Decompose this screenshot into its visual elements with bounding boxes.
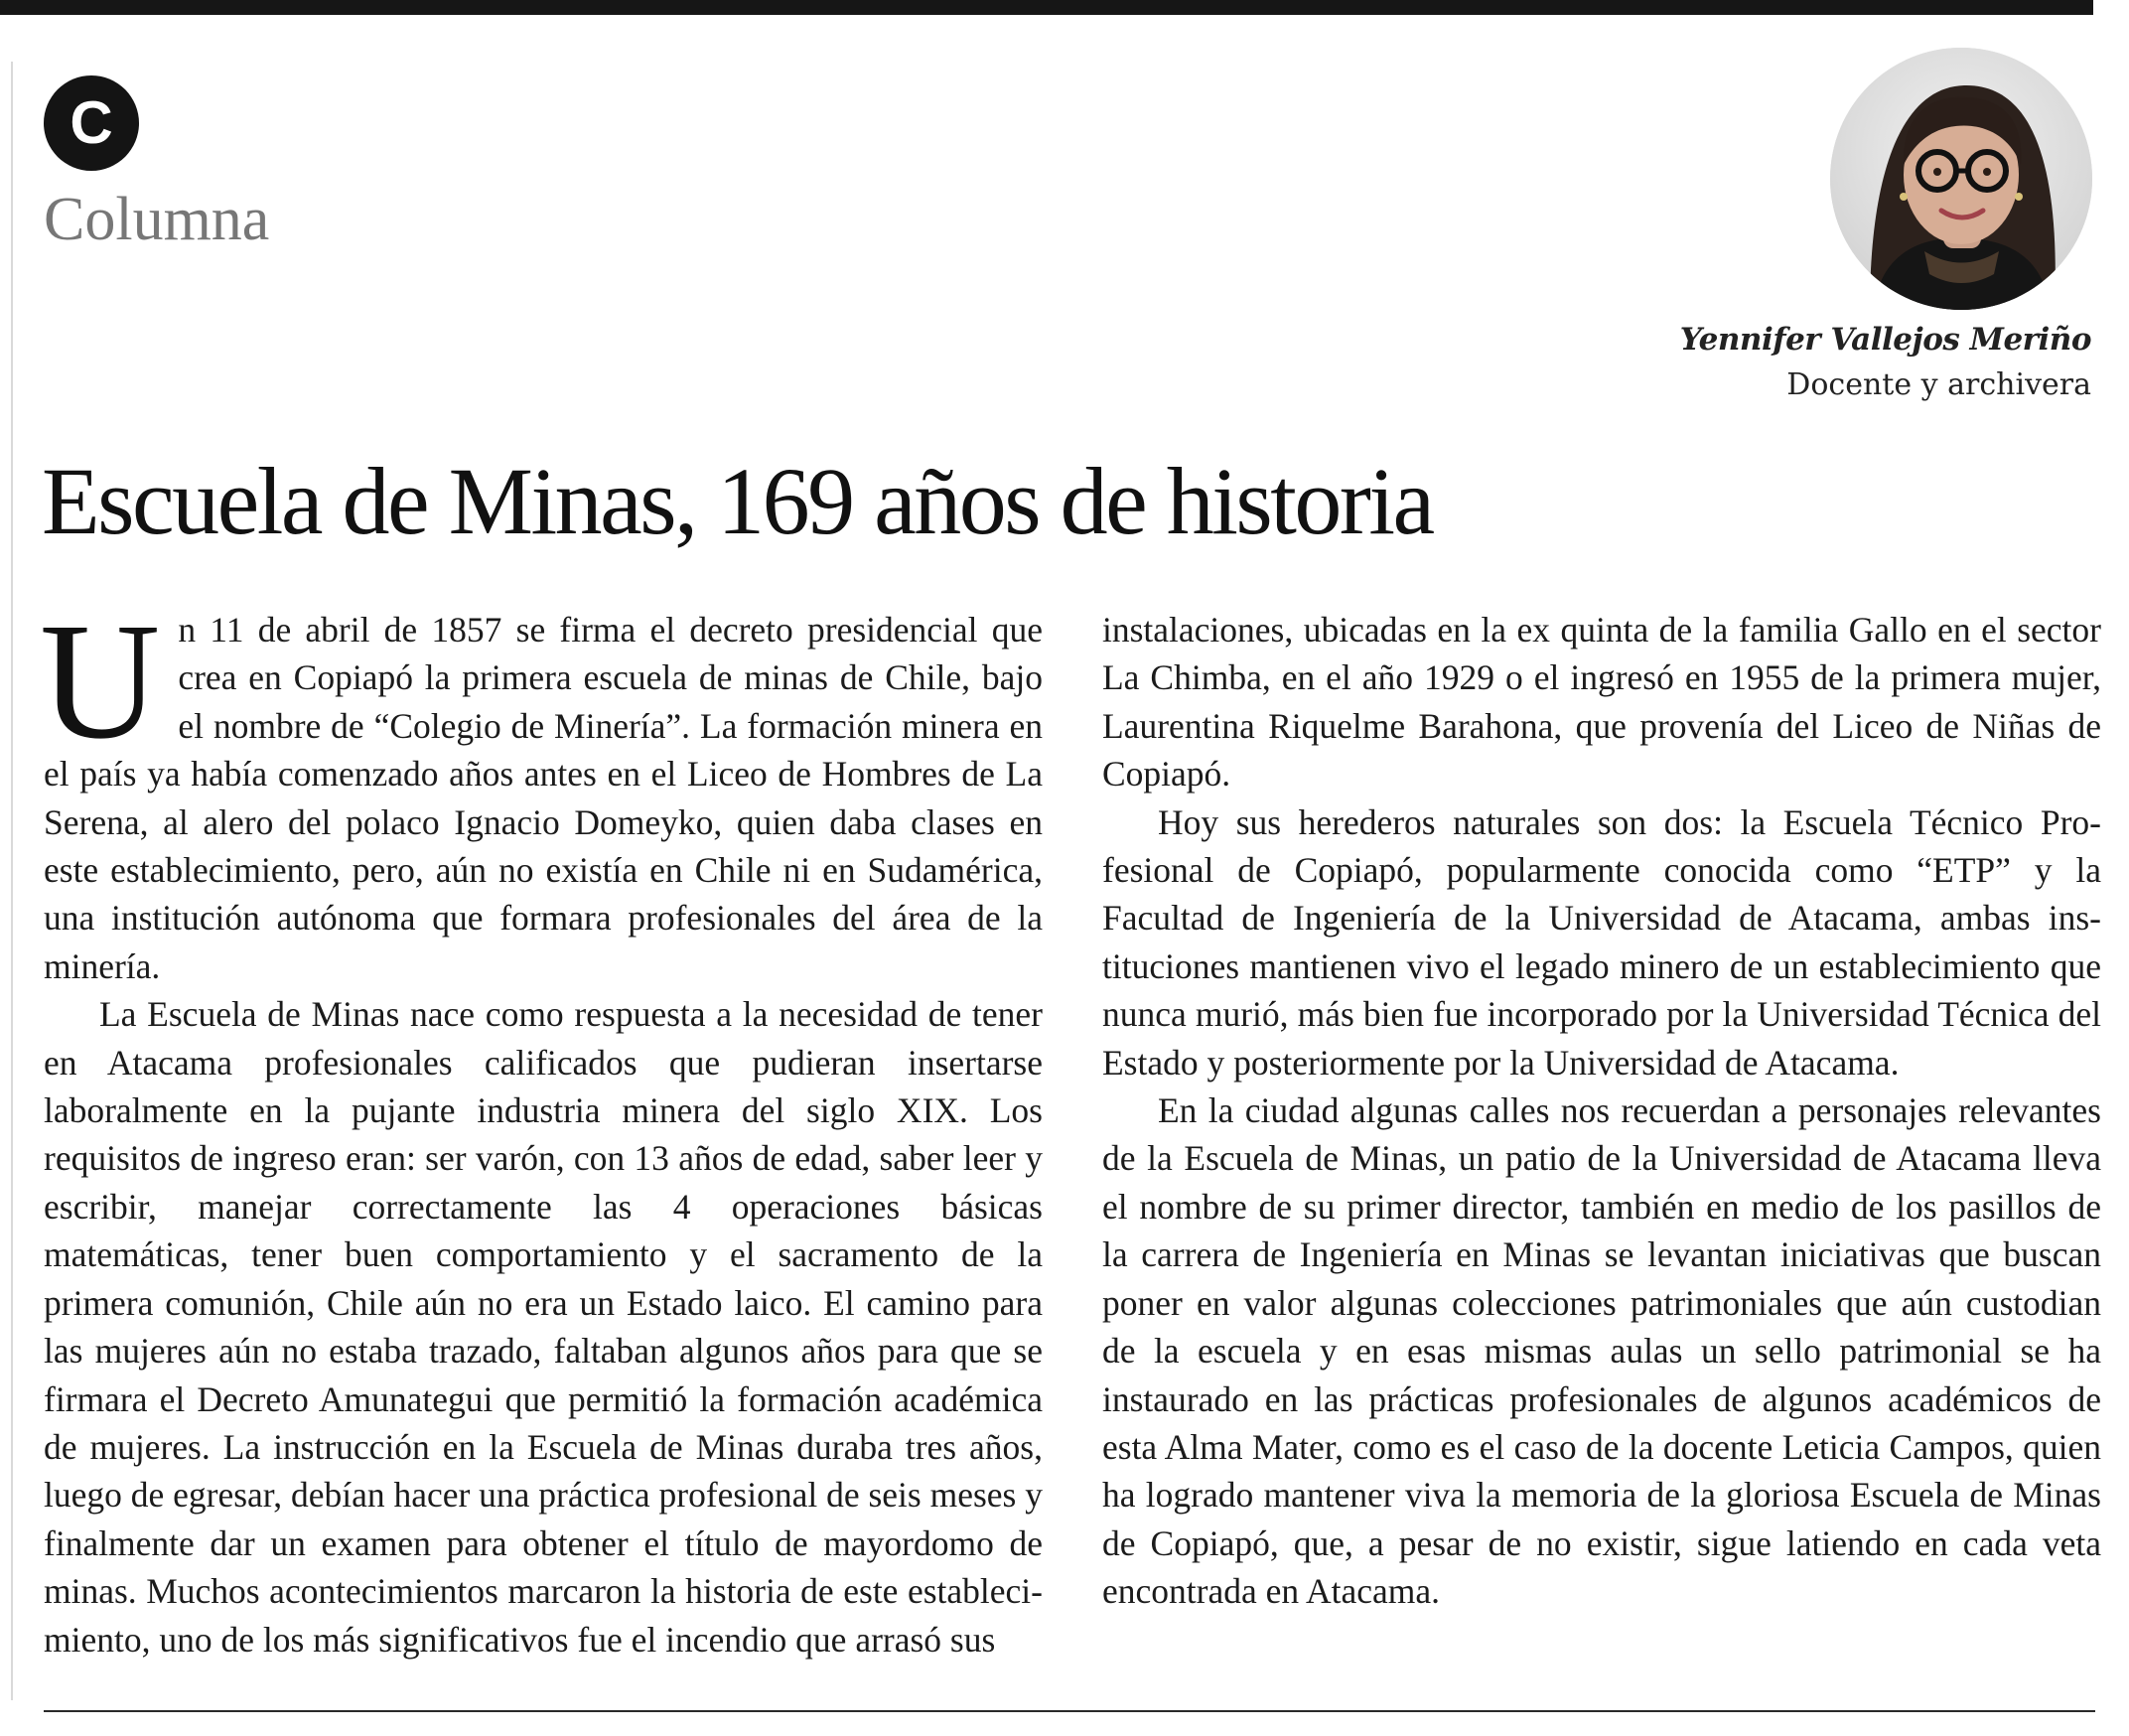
left-margin-rule: [11, 62, 13, 1700]
bottom-rule: [44, 1710, 2095, 1712]
article-paragraph: En la ciudad algunas calles nos recuerdan a personajes relevantes de la Escuela de Minas, un patio de la Universidad de Atacama lleva el nombre de su primer director, también en medio de los pasillos de la carrera de Ingeniería en Minas se levantan iniciativas que buscan poner en valor algunas colecciones patrimoniales que aún custodian de la escuela y en esas mismas aulas un sello patrimonial se ha instaurado en las prácticas profesionales de algunos académicos de esta Alma Mater, como es el caso de la docente Leticia Campos, quien ha logrado mantener viva la memoria de la gloriosa Escuela de Minas de Copiapó, que, a pesar de no existir, sigue latiendo en cada veta encontrada en Atacama.: [1102, 1090, 2101, 1612]
drop-cap: U: [40, 589, 161, 774]
article-paragraph: Hoy sus herederos naturales son dos: la Escuela Técnico Profesional de Copiapó, popularmente conocida como “ETP” y la Facultad de Ingeniería de la Universidad de Atacama, ambas instituciones mantienen vivo el legado minero de un establecimiento que nunca murió, más bien fue incorporado por la Universidad Técnica del Estado y posteriormente por la Universidad de Atacama.: [1102, 801, 2101, 1083]
article-column-left: [40, 589, 1043, 1664]
article-paragraph: [40, 589, 1043, 990]
article-title: Escuela de Minas, 169 años de historia: [42, 448, 1433, 554]
author-portrait-icon: [1830, 48, 2092, 310]
article-paragraph-continued: instalaciones, ubicadas en la ex quinta de la familia Gallo en el sector La Chimba, en el año 1929 o el ingresó en 1955 de la primera mujer, Laurentina Riquelme Barahona, que provenía del Liceo de Niñas de Copiapó.: [1102, 610, 2101, 795]
section-label: Columna: [44, 186, 270, 253]
author-role: Docente y archivera: [1786, 367, 2091, 402]
top-rule: [0, 0, 2093, 15]
author-name: Yennifer Vallejos Meriño: [1679, 322, 2091, 358]
paragraph-text: n 11 de abril de 1857 se firma el decreto presidencial que crea en Copiapó la primera escuela de minas de Chile, bajo el nombre de “Colegio de Minería”. La formación minera en el país ya había comenzado años antes en el Liceo de Hombres de La Serena, al alero del polaco Ignacio Domeyko, quien daba clases en este establecimiento, pero, aún no existía en Chile ni en Sudamérica, una institución autónoma que formara profesionales del área de la minería.: [44, 610, 1043, 986]
section-badge-icon: C: [44, 75, 139, 171]
article-paragraph: La Escuela de Minas nace como respuesta a la necesidad de tener en Atacama profesionales calificados que pudieran insertarse laboralmente en la pujante industria minera del siglo XIX. Los requisitos de ingreso eran: ser varón, con 13 años de edad, saber leer y escribir, manejar correctamente las 4 operaciones básicas matemáticas, tener buen comportamiento y el sacramento de la primera comunión, Chile aún no era un Estado laico. El camino para las mujeres aún no estaba trazado, faltaban algunos años para que se firmara el Decreto Amunategui que permitió la formación académica de mujeres. La instrucción en la Escuela de Minas duraba tres años, luego de egresar, debían hacer una práctica profesional de seis meses y finalmente dar un examen para obtener el título de mayordomo de minas. Muchos acontecimientos marcaron la historia de este establecimiento, uno de los más significativos fue el incendio que arrasó sus: [44, 994, 1043, 1660]
author-portrait-drawing: [1830, 48, 2092, 310]
article-column-right: [1102, 606, 2101, 1616]
